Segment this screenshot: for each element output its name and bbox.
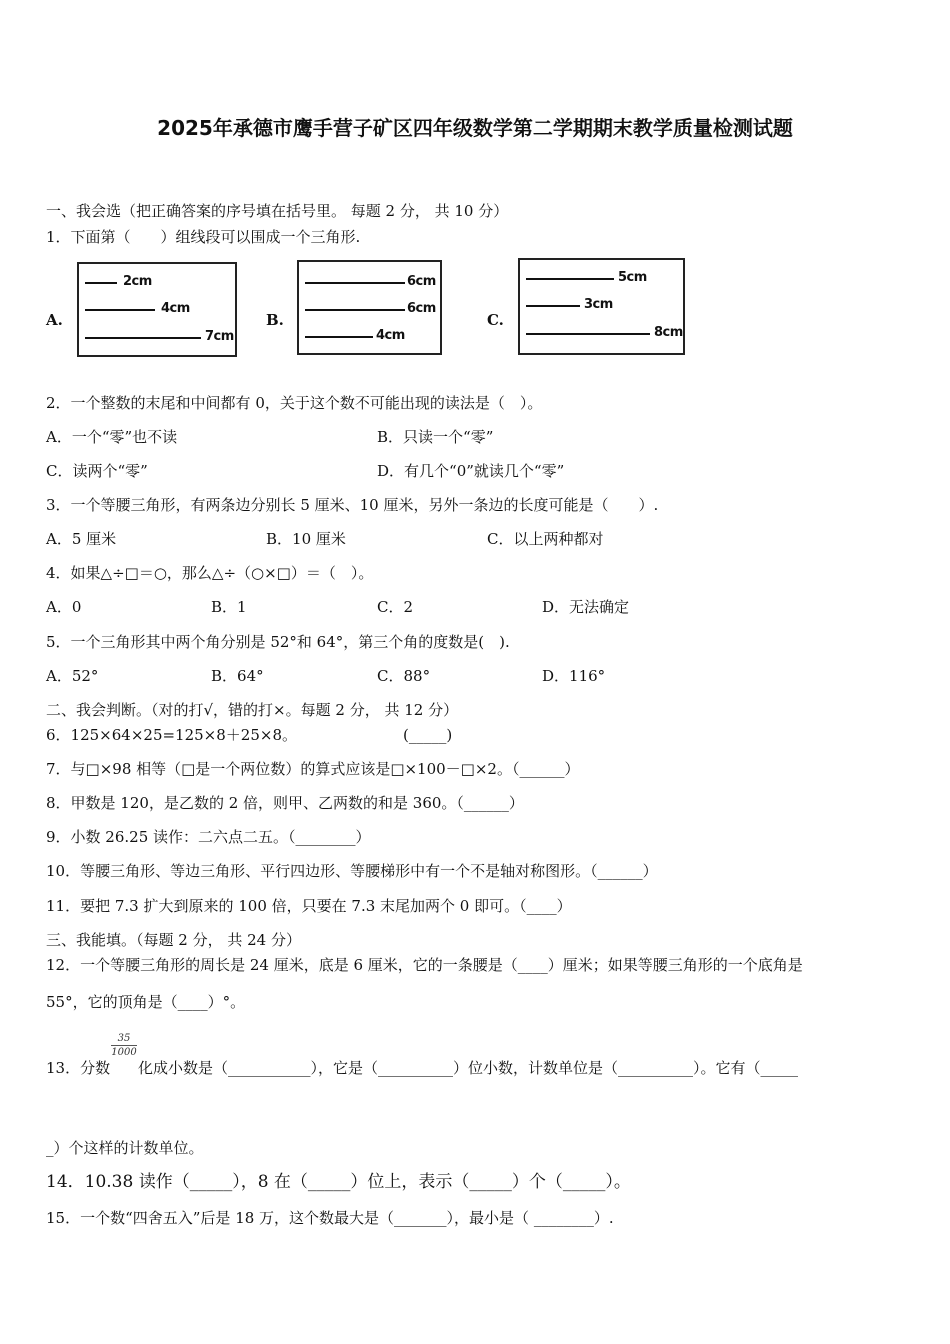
question-7: 7．与□×98 相等（□是一个两位数）的算式应该是□×100－□×2。（______）	[46, 760, 580, 778]
segment-label: 7cm	[205, 329, 234, 344]
segment-label: 2cm	[123, 274, 152, 289]
question-15: 15．一个数“四舍五入”后是 18 万，这个数最大是（_______），最小是（ ________）.	[46, 1209, 614, 1227]
segment	[526, 333, 650, 335]
segment-label: 3cm	[584, 297, 613, 312]
question-8: 8．甲数是 120，是乙数的 2 倍，则甲、乙两数的和是 360。（______）	[46, 794, 524, 812]
question-3: 3．一个等腰三角形，有两条边分别长 5 厘米、10 厘米，另外一条边的长度可能是（ ）.	[46, 496, 659, 514]
q4-option-b: B．1	[211, 598, 247, 616]
question-2: 2．一个整数的末尾和中间都有 0，关于这个数不可能出现的读法是（ ）。	[46, 394, 543, 412]
question-1: 1．下面第（ ）组线段可以围成一个三角形.	[46, 228, 361, 246]
segment	[305, 336, 373, 338]
section-2-heading: 二、我会判断。（对的打√，错的打×。每题 2 分， 共 12 分）	[46, 701, 459, 719]
q4-option-c: C．2	[377, 598, 414, 616]
segment	[85, 337, 201, 339]
q3-option-c: C．以上两种都对	[487, 530, 604, 548]
segment	[85, 309, 155, 311]
q6-answer-blank[interactable]: (_____)	[403, 726, 453, 744]
section-1-heading: 一、我会选（把正确答案的序号填在括号里。 每题 2 分， 共 10 分）	[46, 202, 509, 220]
q2-option-a: A．一个“零”也不读	[46, 428, 178, 446]
question-11: 11．要把 7.3 扩大到原来的 100 倍，只要在 7.3 末尾加两个 0 即可。（____）	[46, 897, 572, 915]
segment-label: 6cm	[407, 274, 436, 289]
q5-option-c: C．88°	[377, 667, 431, 685]
segment	[305, 309, 405, 311]
q2-option-c: C．读两个“零”	[46, 462, 148, 480]
q4-option-a: A．0	[46, 598, 82, 616]
q1-option-c-label: C.	[487, 311, 504, 329]
q3-option-b: B．10 厘米	[266, 530, 346, 548]
segment	[526, 305, 580, 307]
segment	[305, 282, 405, 284]
question-10: 10．等腰三角形、等边三角形、平行四边形、等腰梯形中有一个不是轴对称图形。（______）	[46, 862, 658, 880]
q1-option-a-label: A.	[46, 311, 63, 329]
segment	[85, 282, 117, 284]
segment-label: 8cm	[654, 325, 683, 340]
question-5: 5．一个三角形其中两个角分别是 52°和 64°，第三个角的度数是( ).	[46, 633, 510, 651]
segment-label: 4cm	[376, 328, 405, 343]
question-12-line-2: 55°，它的顶角是（____）°。	[46, 993, 246, 1011]
q2-option-d: D．有几个“0”就读几个“零”	[377, 462, 565, 480]
section-3-heading: 三、我能填。（每题 2 分， 共 24 分）	[46, 931, 301, 949]
q5-option-b: B．64°	[211, 667, 264, 685]
q1-figure-a	[77, 262, 237, 357]
question-12-line-1: 12．一个等腰三角形的周长是 24 厘米，底是 6 厘米，它的一条腰是（____）厘米；如果等腰三角形的一个底角是	[46, 956, 803, 974]
fraction-numerator: 35	[117, 1033, 131, 1044]
q4-option-d: D．无法确定	[542, 598, 630, 616]
question-13-prefix: 13．分数	[46, 1059, 111, 1077]
fraction-bar	[111, 1045, 137, 1046]
segment-label: 6cm	[407, 301, 436, 316]
page-title: 2025年承德市鹰手营子矿区四年级数学第二学期期末教学质量检测试题	[157, 116, 793, 140]
question-6: 6．125×64×25=125×8＋25×8。	[46, 726, 297, 744]
q5-option-d: D．116°	[542, 667, 606, 685]
q13-fraction	[111, 1033, 137, 1058]
segment-label: 5cm	[618, 270, 647, 285]
question-4: 4．如果△÷□＝○，那么△÷（○×□）＝（ ）。	[46, 564, 374, 582]
q1-figure-c	[518, 258, 685, 355]
segment-label: 4cm	[161, 301, 190, 316]
question-9: 9．小数 26.25 读作：二六点二五。（________）	[46, 828, 371, 846]
question-14: 14．10.38 读作（_____），8 在（_____）位上，表示（_____）个（_____）。	[46, 1172, 631, 1192]
q3-option-a: A．5 厘米	[46, 530, 117, 548]
q5-option-a: A．52°	[46, 667, 99, 685]
q2-option-b: B．只读一个“零”	[377, 428, 494, 446]
segment	[526, 278, 614, 280]
q1-figure-b	[297, 260, 442, 355]
question-13-line-1: 化成小数是（___________），它是（__________）位小数，计数单位是（__________）。它有（_____	[138, 1059, 799, 1077]
question-13-line-2: _）个这样的计数单位。	[46, 1139, 204, 1157]
fraction-denominator: 1000	[111, 1047, 137, 1058]
q1-option-b-label: B.	[266, 311, 284, 329]
